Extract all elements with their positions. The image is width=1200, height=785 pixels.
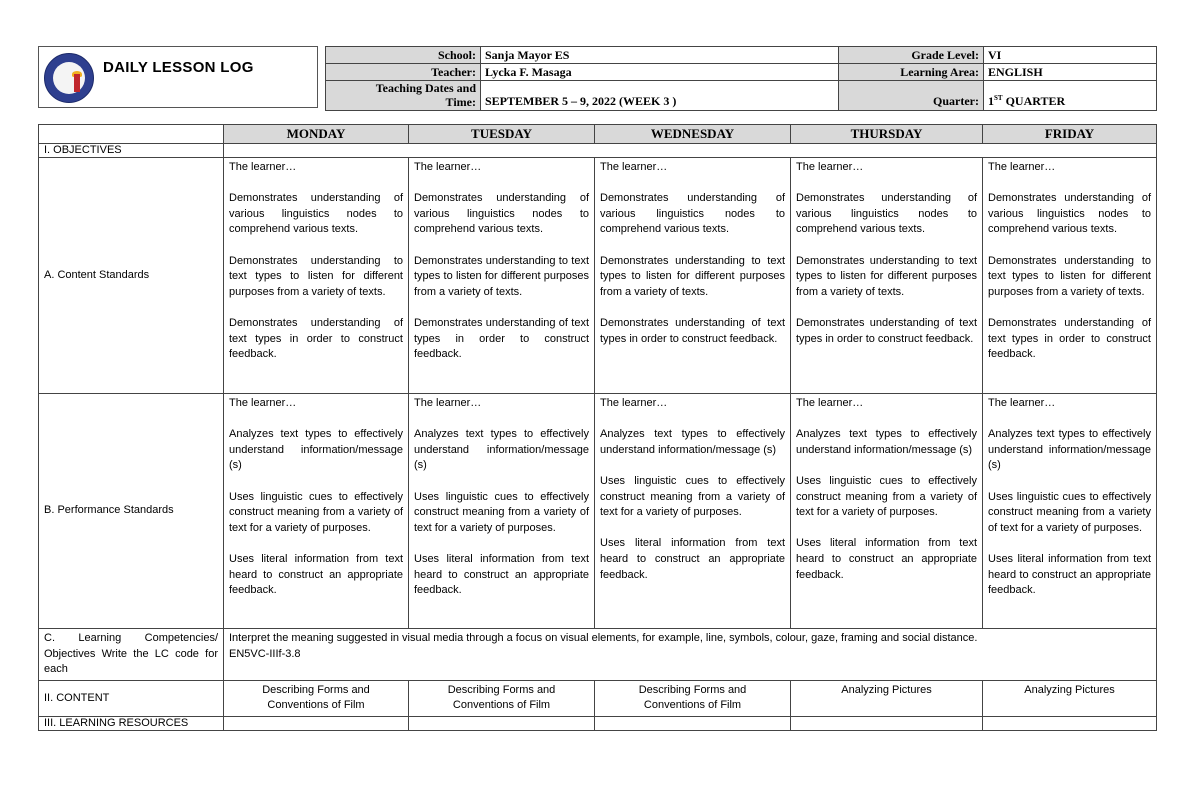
performance-standards-row	[39, 394, 1157, 629]
page-title: DAILY LESSON LOG	[103, 59, 254, 76]
content-row	[39, 680, 1157, 716]
content-standards-label: A. Content Standards	[39, 158, 224, 394]
performance-standards-cell: The learner… Analyzes text types to effectively understand information/message (s) Uses linguistic cues to effectively construct meaning from a variety of text for a variety of purposes. Uses literal information from text heard to construct an appropriate feedback.	[224, 394, 409, 629]
content-cell: Describing Forms and Conventions of Film	[595, 680, 791, 716]
content-standards-cell: The learner… Demonstrates understanding of various linguistics nodes to comprehend various texts. Demonstrates understanding to text types to listen for different purposes from a variety of texts. Demonstrates understanding of text types in order to construct feedback.	[983, 158, 1157, 394]
content-cell: Describing Forms and Conventions of Film	[224, 680, 409, 716]
quarter-label: Quarter:	[839, 81, 984, 111]
performance-standards-cell: The learner… Analyzes text types to effectively understand information/message (s) Uses linguistic cues to effectively construct meaning from a variety of text for a variety of purposes. Uses literal information from text heard to construct an appropriate feedback.	[409, 394, 595, 629]
learning-resources-row	[39, 716, 1157, 730]
day-header-row	[39, 125, 1157, 144]
performance-standards-cell: The learner… Analyzes text types to effectively understand information/message (s) Uses linguistic cues to effectively construct meaning from a variety of text for a variety of purposes. Uses literal information from text heard to construct an appropriate feedback.	[983, 394, 1157, 629]
day-thursday: THURSDAY	[791, 125, 983, 144]
content-cell: Describing Forms and Conventions of Film	[409, 680, 595, 716]
learning-area-label: Learning Area:	[839, 64, 984, 81]
teaching-dates-label: Teaching Dates and Time:	[326, 81, 481, 111]
teacher-value: Lycka F. Masaga	[481, 64, 839, 81]
day-wednesday: WEDNESDAY	[595, 125, 791, 144]
performance-standards-cell: The learner… Analyzes text types to effectively understand information/message (s) Uses linguistic cues to effectively construct meaning from a variety of text for a variety of purposes. Uses literal information from text heard to construct an appropriate feedback.	[791, 394, 983, 629]
objectives-row	[39, 144, 1157, 158]
lesson-log-table	[38, 124, 1157, 731]
content-standards-cell: The learner… Demonstrates understanding of various linguistics nodes to comprehend various texts. Demonstrates understanding to text types to listen for different purposes from a variety of texts. Demonstrates understanding of text types in order to construct feedback.	[791, 158, 983, 394]
competency-text: Interpret the meaning suggested in visual media through a focus on visual elements, for example, line, symbols, colour, gaze, framing and social distance.	[229, 632, 978, 644]
teacher-label: Teacher:	[326, 64, 481, 81]
school-label: School:	[326, 47, 481, 64]
performance-standards-label: B. Performance Standards	[39, 394, 224, 629]
teaching-dates-value: SEPTEMBER 5 – 9, 2022 (WEEK 3 )	[481, 81, 839, 111]
competencies-row	[39, 629, 1157, 681]
school-info-table	[325, 46, 1157, 111]
seal-text	[45, 55, 94, 60]
content-standards-row	[39, 158, 1157, 394]
quarter-value: 1ST QUARTER	[984, 81, 1157, 111]
day-friday: FRIDAY	[983, 125, 1157, 144]
header-title-box	[38, 46, 318, 108]
learning-area-value: ENGLISH	[984, 64, 1157, 81]
content-standards-cell: The learner… Demonstrates understanding of various linguistics nodes to comprehend various texts. Demonstrates understanding to text types to listen for different purposes from a variety of texts. Demonstrates understanding of text types in order to construct feedback.	[409, 158, 595, 394]
performance-standards-cell: The learner… Analyzes text types to effectively understand information/message (s) Uses linguistic cues to effectively construct meaning from a variety of text for a variety of purposes. Uses literal information from text heard to construct an appropriate feedback.	[595, 394, 791, 629]
deped-seal-logo	[44, 53, 94, 103]
objectives-label: I. OBJECTIVES	[39, 144, 224, 158]
content-standards-cell: The learner… Demonstrates understanding of various linguistics nodes to comprehend various texts. Demonstrates understanding to text types to listen for different purposes from a variety of texts. Demonstrates understanding of text types in order to construct feedback.	[595, 158, 791, 394]
content-cell: Analyzing Pictures	[983, 680, 1157, 716]
competency-code: EN5VC-IIIf-3.8	[229, 647, 301, 660]
grade-level-value: VI	[984, 47, 1157, 64]
day-tuesday: TUESDAY	[409, 125, 595, 144]
grade-level-label: Grade Level:	[839, 47, 984, 64]
competencies-label: C. Learning Competencies/ Objectives Write the LC code for each	[39, 629, 224, 681]
learning-resources-label: III. LEARNING RESOURCES	[39, 716, 224, 730]
content-label: II. CONTENT	[39, 680, 224, 716]
content-standards-cell: The learner… Demonstrates understanding of various linguistics nodes to comprehend various texts. Demonstrates understanding to text types to listen for different purposes from a variety of texts. Demonstrates understanding of text types in order to construct feedback.	[224, 158, 409, 394]
school-value: Sanja Mayor ES	[481, 47, 839, 64]
content-cell: Analyzing Pictures	[791, 680, 983, 716]
competencies-cell	[224, 629, 1157, 681]
day-monday: MONDAY	[224, 125, 409, 144]
